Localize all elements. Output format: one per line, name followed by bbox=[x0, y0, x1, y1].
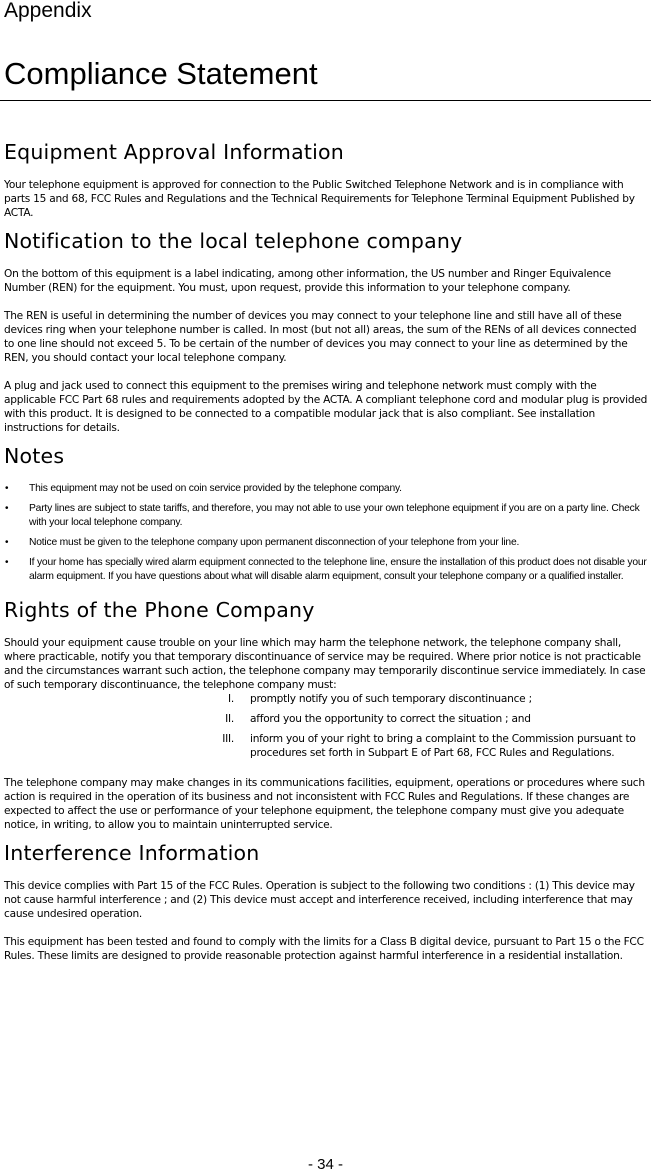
list-item bbox=[4, 732, 648, 760]
section-heading: Interference Information bbox=[4, 841, 260, 865]
list-item bbox=[4, 692, 648, 706]
paragraph: This equipment has been tested and found to comply with the limits for a Class B digital device, pursuant to Part 15 o the FCC Rules. These limits are designed to provide reasonable protection against harmful interference in a residential installation. bbox=[4, 936, 644, 962]
section-heading: Equipment Approval Information bbox=[4, 140, 344, 164]
list-item-text: afford you the opportunity to correct the situation ; and bbox=[250, 713, 531, 725]
bullet-icon: • bbox=[5, 537, 9, 548]
list-item-text: promptly notify you of such temporary discontinuance ; bbox=[250, 693, 532, 705]
list-item-text: inform you of your right to bring a complaint to the Commission pursuant to procedures set forth in Subpart E of Part 68, FCC Rules and Regulations. bbox=[250, 733, 636, 759]
list-item-text: Notice must be given to the telephone company upon permanent disconnection of your telephone from your line. bbox=[29, 537, 520, 548]
section-notification bbox=[4, 227, 648, 435]
section-heading: Notes bbox=[4, 444, 65, 468]
paragraph: Your telephone equipment is approved for connection to the Public Switched Telephone Network and is in compliance with parts 15 and 68, FCC Rules and Regulations and the Technical Requirements for Telephone Terminal Equipment Published by ACTA. bbox=[4, 179, 635, 219]
chapter-label: Appendix bbox=[4, 0, 92, 22]
paragraph: Should your equipment cause trouble on your line which may harm the telephone network, the telephone company shall, where practicable, notify you that temporary discontinuance of service may be required. Where prior notice is not practicable and the circumstances warrant such action, the telephone company may temporarily discontinue service immediately. In case of such temporary discontinuance, the telephone company must: bbox=[4, 637, 646, 691]
list-item-text: If your home has specially wired alarm equipment connected to the telephone line, ensure the installation of this product does not disable your alarm equipment. If you have questions about what will disable alarm equipment, consult your telephone company or a qualified installer. bbox=[29, 557, 647, 582]
paragraph: The REN is useful in determining the number of devices you may connect to your telephone line and still have all of these devices ring when your telephone number is called. In most (but not all) areas, the sum of the RENs of all devices connected to one line should not exceed 5. To be certain of the number of devices you may connect to your line as determined by the REN, you should contact your local telephone company. bbox=[4, 310, 637, 364]
obligations-list bbox=[4, 692, 648, 760]
section-heading: Notification to the local telephone company bbox=[4, 229, 463, 253]
bullet-icon: • bbox=[5, 483, 9, 494]
list-item-number: II. bbox=[225, 713, 234, 725]
section-interference bbox=[4, 839, 648, 963]
notes-list bbox=[4, 482, 648, 584]
page-number: - 34 - bbox=[307, 1156, 343, 1173]
list-item-text: Party lines are subject to state tariffs, and therefore, you may not able to use your own telephone equipment if you are on a party line. Check with your local telephone company. bbox=[29, 503, 640, 528]
section-notes bbox=[4, 442, 648, 584]
paragraph: On the bottom of this equipment is a label indicating, among other information, the US number and Ringer Equivalence Number (REN) for the equipment. You must, upon request, provide this information to your telephone company. bbox=[4, 268, 611, 294]
paragraph: A plug and jack used to connect this equipment to the premises wiring and telephone network must comply with the applicable FCC Part 68 rules and requirements adopted by the ACTA. A compliant telephone cord and modular plug is provided with this product. It is designed to be connected to a compatible modular jack that is also compliant. See installation instructions for details. bbox=[4, 380, 648, 434]
list-item bbox=[4, 536, 648, 550]
paragraph: The telephone company may make changes in its communications facilities, equipment, operations or procedures where such action is required in the operation of its business and not inconsistent with FCC Rules and Regulations. If these changes are expected to affect the use or performance of your telephone equipment, the telephone company must give you adequate notice, in writing, to allow you to maintain uninterrupted service. bbox=[4, 777, 645, 831]
section-rights bbox=[4, 596, 648, 832]
bullet-icon: • bbox=[5, 557, 9, 568]
page-title: Compliance Statement bbox=[4, 56, 318, 91]
page-content bbox=[4, 138, 648, 963]
list-item bbox=[4, 556, 648, 584]
title-divider bbox=[0, 100, 651, 101]
paragraph: This device complies with Part 15 of the FCC Rules. Operation is subject to the following two conditions : (1) This device may not cause harmful interference ; and (2) This device must accept and interference received, including interference that may cause undesired operation. bbox=[4, 880, 635, 920]
list-item bbox=[4, 482, 648, 496]
list-item-number: III. bbox=[222, 733, 234, 745]
bullet-icon: • bbox=[5, 503, 9, 514]
section-equipment-approval bbox=[4, 138, 648, 220]
list-item bbox=[4, 502, 648, 530]
section-heading: Rights of the Phone Company bbox=[4, 598, 315, 622]
list-item bbox=[4, 712, 648, 726]
list-item-number: I. bbox=[228, 693, 234, 705]
list-item-text: This equipment may not be used on coin service provided by the telephone company. bbox=[29, 483, 402, 494]
